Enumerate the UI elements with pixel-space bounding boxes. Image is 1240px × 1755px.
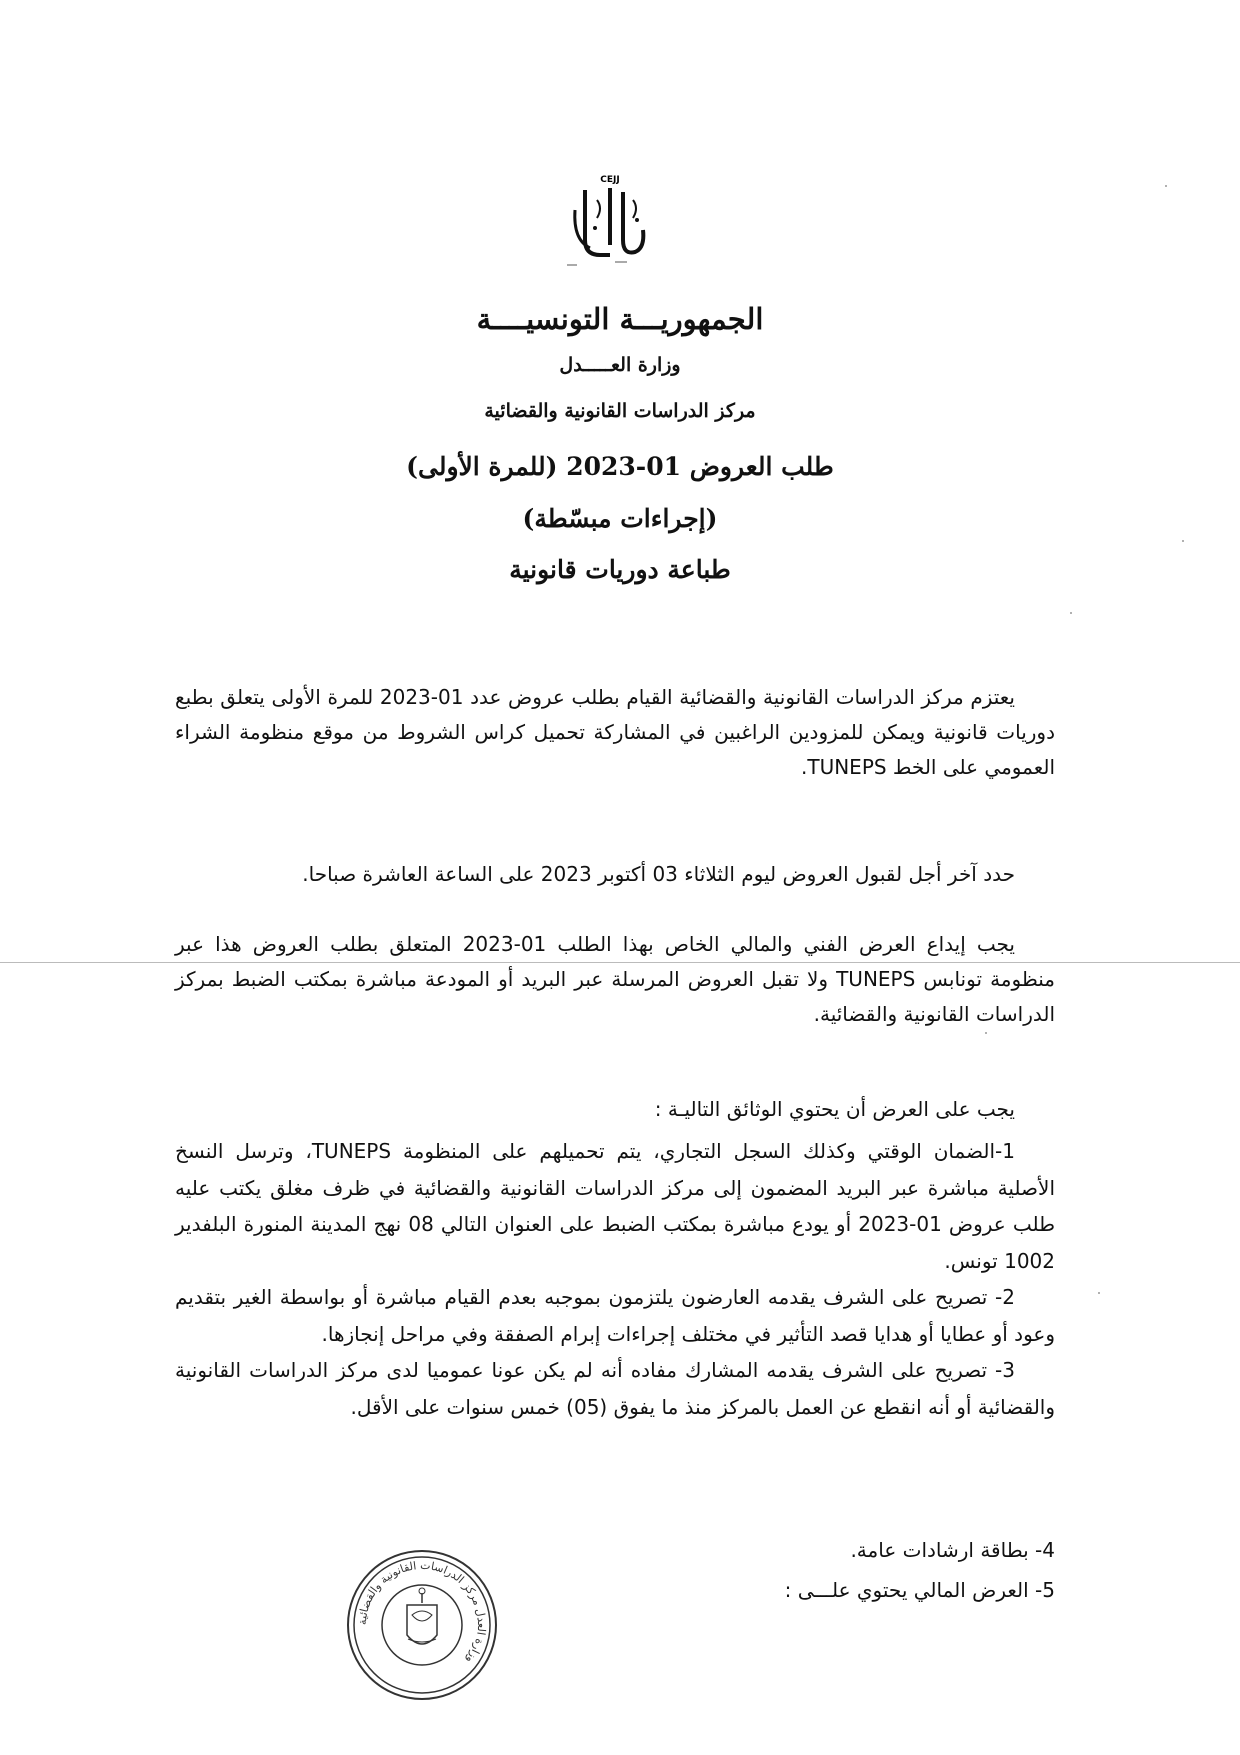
required-documents-list — [175, 1133, 1055, 1425]
scan-speck — [1182, 540, 1184, 542]
intro-text: يعتزم مركز الدراسات القانونية والقضائية القيام بطلب عروض عدد 01-2023 للمرة الأولى يتعلق بطبع دوريات قانونية ويمكن للمزودين الراغبين في المشاركة تحميل كراس الشروط من موقع منظومة الشراء العمومي على الخط TUNEPS. — [175, 685, 1055, 779]
list-item: 4- بطاقة ارشادات عامة. — [850, 1538, 1055, 1562]
official-stamp-icon — [342, 1545, 502, 1705]
justice-ministry-emblem-icon — [555, 170, 665, 270]
list-item: 3- تصريح على الشرف يقدمه المشارك مفاده أنه لم يكن عونا عموميا لدى مركز الدراسات القانونية والقضائية أو أنه انقطع عن العمل بالمركز منذ ما يفوق (05) خمس سنوات على الأقل. — [175, 1358, 1055, 1419]
list-item: 2- تصريح على الشرف يقدمه العارضون يلتزمون بموجبه بعدم القيام مباشرة أو بواسطة الغير بتقديم وعود أو عطايا أو هدايا قصد التأثير في مختلف إجراءات إبرام الصفقة وفي مراحل إنجازها. — [175, 1285, 1055, 1346]
center-heading: مركز الدراسات القانونية والقضائية — [484, 400, 756, 422]
seal-text: وزارة العدل مركز الدراسات القانونية والقضائية — [355, 1558, 489, 1667]
republic-heading: الجمهوريـــة التونسيــــة — [476, 302, 764, 336]
subject-heading: طباعة دوريات قانونية — [509, 555, 731, 584]
scan-speck — [1165, 185, 1167, 187]
submission-text: يجب إيداع العرض الفني والمالي الخاص بهذا الطلب 01-2023 المتعلق بطلب العروض هذا عبر منظومة تونابس TUNEPS ولا تقبل العروض المرسلة عبر البريد أو المودعة مباشرة بمكتب الضبط بمركز الدراسات القانونية والقضائية. — [175, 932, 1055, 1026]
ministry-heading: وزارة العـــــدل — [559, 354, 681, 376]
tender-title: طلب العروض 01-2023 (للمرة الأولى) — [406, 452, 834, 481]
scan-speck — [1098, 1292, 1100, 1294]
scan-speck — [1070, 612, 1072, 614]
submission-paragraph — [175, 927, 1055, 1032]
intro-paragraph — [175, 680, 1055, 785]
deadline-paragraph — [175, 857, 1055, 892]
short-documents-list — [555, 1530, 1055, 1610]
documents-intro-paragraph — [175, 1092, 1055, 1127]
documents-intro-text: يجب على العرض أن يحتوي الوثائق التاليـة : — [654, 1097, 1015, 1121]
list-item: 5- العرض المالي يحتوي علـــى : — [784, 1578, 1055, 1602]
scan-speck — [985, 1032, 987, 1034]
logo-caption: CEJJ — [600, 175, 620, 185]
list-item: 1-الضمان الوقتي وكذلك السجل التجاري، يتم تحميلهم على المنظومة TUNEPS، وترسل النسخ الأصلية مباشرة عبر البريد المضمون إلى مركز الدراسات القانونية والقضائية في ظرف مغلق يكتب عليه طلب عروض 01-2023 أو يودع مباشرة بمكتب الضبط على العنوان التالي 08 نهج المدينة المنورة البلفدير 1002 تونس. — [175, 1139, 1055, 1273]
procedure-heading: (إجراءات مبسّطة) — [522, 504, 718, 533]
deadline-text: حدد آخر أجل لقبول العروض ليوم الثلاثاء 03 أكتوبر 2023 على الساعة العاشرة صباحا. — [302, 862, 1015, 886]
